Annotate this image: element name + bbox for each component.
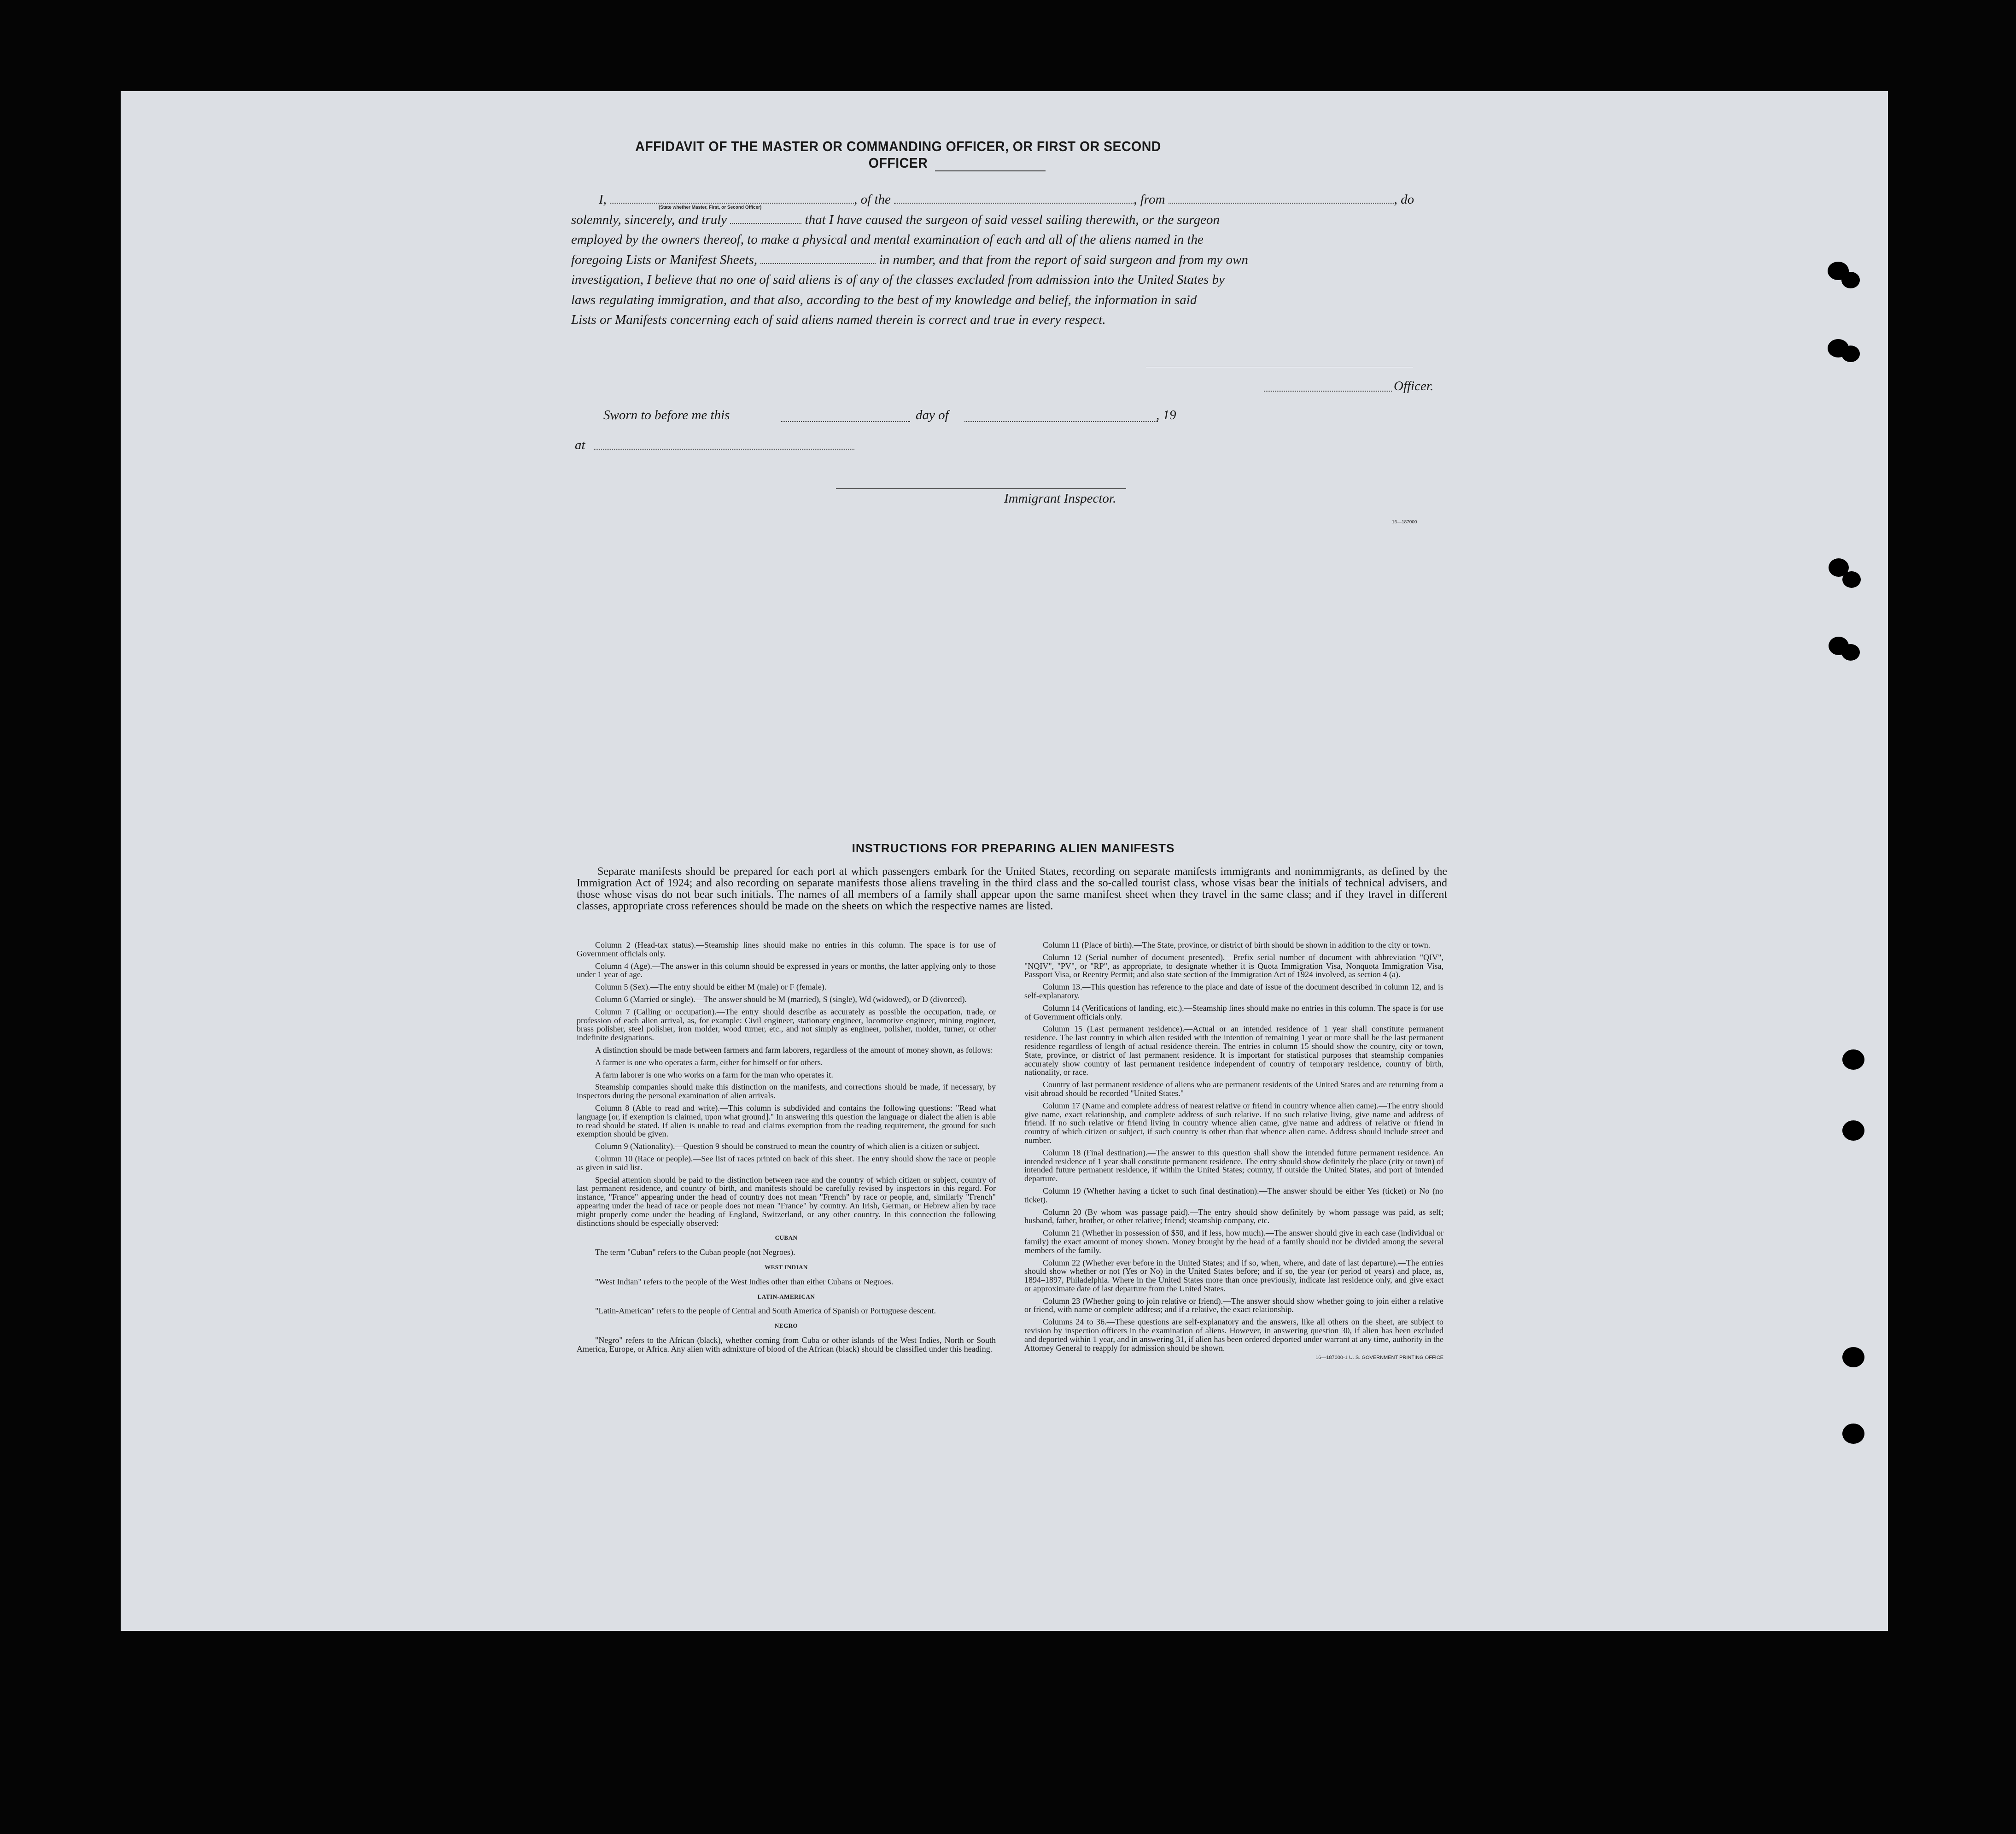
binder-hole [1841, 272, 1860, 288]
latin-american-definition: "Latin-American" refers to the people of Central and South America of Spanish or Portuguese descent. [595, 1306, 936, 1316]
instruction-paragraph: Columns 24 to 36.—These questions are self-explanatory and the answers, like all others on the sheet, are subject to revision by inspection officers in the examination of aliens. However, in answering question 30, if alien has been excluded and deported within 1 year, and in answering 31, if alien has been ordered deported under warrant at any time, authority in the Attorney General to reapply for admission should be shown. [1024, 1317, 1443, 1353]
affidavit-line: that I have caused the surgeon of said vessel sailing therewith, or the surgeon [805, 212, 1220, 227]
printing-office-footer: 16—187000-1 U. S. GOVERNMENT PRINTING OFFICE [1315, 1355, 1443, 1361]
instruction-paragraph: Column 18 (Final destination).—The answer to this question shall show the intended future permanent residence. An intended residence of 1 year shall constitute permanent residence. The entry should show definitely the place (city or town) of intended future permanent residence, if within the United States; country, if outside the United States, and port of intended departure. [1024, 1148, 1443, 1184]
instruction-paragraph: Column 2 (Head-tax status).—Steamship lines should make no entries in this column. The space is for use of Government officials only. [577, 940, 996, 958]
instruction-paragraph: Column 10 (Race or people).—See list of races printed on back of this sheet. The entry should show the race or people as given in said list. [577, 1154, 996, 1172]
binder-hole [1842, 1049, 1864, 1070]
instruction-paragraph: Column 23 (Whether going to join relative or friend).—The answer should show whether going to join either a relative or friend, with name or complete address; and if a relative, the exact relationship. [1024, 1296, 1443, 1314]
instruction-paragraph: A distinction should be made between farmers and farm laborers, regardless of the amount of money shown, as follows: [595, 1045, 993, 1055]
affidavit-line: employed by the owners thereof, to make a physical and mental examination of each and all of the aliens named in the [571, 232, 1204, 247]
instruction-paragraph: Column 17 (Name and complete address of nearest relative or friend in country whence alien came).—The entry should give name, exact relationship, and complete address of such relative. If no such relative living, give name and address of friend. If no such relative or friend living in country whence alien came, give name and address of relative or friend in country of which citizen or subject, if such country is other than that whence alien came. Address should include street and number. [1024, 1101, 1443, 1145]
instruction-paragraph: Column 7 (Calling or occupation).—The entry should describe as accurately as possible the occupation, trade, or profession of each alien arrival, as, for example: Civil engineer, stationary engineer, locomotive engineer, mining engineer, brass polisher, steel polisher, iron molder, wood turner, etc., and not simply as engineer, polisher, molder, turner, or other indefinite designations. [577, 1007, 996, 1043]
year-label: , 19 [1156, 408, 1176, 422]
west-indian-heading: WEST INDIAN [765, 1263, 808, 1271]
instructions-left-column [577, 941, 996, 1354]
latin-american-heading: LATIN-AMERICAN [757, 1293, 815, 1300]
instruction-paragraph: Column 19 (Whether having a ticket to such final destination).—The answer should be either Yes (ticket) or No (no ticket). [1024, 1186, 1443, 1204]
binder-hole [1842, 1120, 1864, 1141]
sworn-month-field[interactable] [964, 421, 1158, 422]
instruction-paragraph: Column 13.—This question has reference to the place and date of issue of the document described in column 12, and is self-explanatory. [1024, 982, 1443, 1000]
day-of-label: day of [916, 408, 949, 422]
affidavit-line: solemnly, sincerely, and truly [571, 212, 727, 227]
number-of-aliens-field[interactable] [760, 254, 876, 264]
instruction-paragraph: Column 5 (Sex).—The entry should be either M (male) or F (female). [595, 982, 827, 992]
officer-signature-field[interactable] [1264, 391, 1392, 392]
form-code: 16—187000 [1392, 520, 1417, 525]
instruction-paragraph: A farm laborer is one who works on a farm for the man who operates it. [595, 1070, 833, 1079]
binder-hole [1842, 1347, 1864, 1367]
affidavit-line: Lists or Manifests concerning each of said aliens named therein is correct and true in every respect. [571, 312, 1106, 327]
affidavit-i: I, [599, 192, 607, 207]
cuban-definition: The term "Cuban" refers to the Cuban people (not Negroes). [595, 1248, 795, 1257]
affidavit-title: AFFIDAVIT OF THE MASTER OR COMMANDING OFFICER, OR FIRST OR SECOND OFFICER [635, 138, 1161, 171]
affidavit-line: in number, and that from the report of said surgeon and from my own [879, 252, 1248, 267]
of-the-label: , of the [854, 192, 891, 207]
inspector-label: Immigrant Inspector. [1004, 491, 1116, 506]
affidavit-line: investigation, I believe that no one of said aliens is of any of the classes excluded from admission into the United States by [571, 272, 1225, 287]
state-officer-note: (State whether Master, First, or Second Officer) [659, 205, 762, 210]
title-rule [935, 170, 1046, 171]
sworn-day-field[interactable] [781, 421, 910, 422]
instruction-paragraph: Column 8 (Able to read and write).—This column is subdivided and contains the following questions: "Read what language [or, if exemption is claimed, upon what ground]." In answering this question the language or dialect the alien is able to read should be stated. If alien is unable to read and claims exemption from the reading requirement, the ground for such exemption should be given. [577, 1103, 996, 1139]
at-label: at [575, 438, 585, 452]
vessel-name-field[interactable] [894, 193, 1134, 204]
instruction-paragraph: Column 12 (Serial number of document presented).—Prefix serial number of document with abbreviation "QIV", "NQIV", "PV", or "RP", as appropriate, to designate whether it is Quota Immigration Visa, Nonquota Immigration Visa, Passport Visa, or Reentry Permit; and also state section of the Immigration Act of 1924 involved, as section 4 (a). [1024, 952, 1443, 979]
instruction-paragraph: Country of last permanent residence of aliens who are permanent residents of the United States and are returning from a visit abroad should be recorded "United States." [1024, 1080, 1443, 1098]
do-label: , do [1394, 192, 1414, 207]
instructions-intro: Separate manifests should be prepared for each port at which passengers embark for the United States, recording on separate manifests immigrants and nonimmigrants, as defined by the Immigration Act of 1924; and also recording on separate manifests those aliens traveling in the third class and the so-called tourist class, whose visas bear the initials of technical advisers, and those whose visas do not bear such initials. The names of all members of a family shall appear upon the same manifest sheet when they travel in the same class; and if they travel in different classes, appropriate cross references should be made on the sheets on which the respective names are listed. [577, 866, 1447, 912]
instructions-title: INSTRUCTIONS FOR PREPARING ALIEN MANIFESTS [852, 841, 1175, 855]
cuban-heading: CUBAN [775, 1234, 798, 1242]
sworn-label: Sworn to before me this [603, 408, 730, 422]
negro-heading: NEGRO [774, 1322, 798, 1330]
from-label: , from [1134, 192, 1165, 207]
instruction-paragraph: Column 11 (Place of birth).—The State, province, or district of birth should be shown in addition to the city or town. [1043, 940, 1431, 949]
instruction-paragraph: Column 15 (Last permanent residence).—Actual or an intended residence of 1 year shall constitute permanent residence. The last country in which alien resided with the intention of remaining 1 year or more shall be the last permanent residence regardless of length of actual residence therein. The entries in column 15 should show the country, city or town, State, province, or district of last permanent residence. It is important for statistical purposes that steamship companies accurately show country of last permanent residence independent of country of temporary residence, country of birth, nationality, or race. [1024, 1024, 1443, 1077]
instruction-paragraph: Column 20 (By whom was passage paid).—The entry should show definitely by whom passage was paid, as self; husband, father, brother, or other relative; friend; steamship company, etc. [1024, 1207, 1443, 1225]
oath-field[interactable] [730, 214, 801, 224]
west-indian-definition: "West Indian" refers to the people of the West Indies other than either Cubans or Negroes. [595, 1277, 894, 1286]
instructions-right-column [1024, 941, 1443, 1362]
officer-label: Officer. [1394, 379, 1434, 393]
instruction-paragraph: Special attention should be paid to the distinction between race and the country of which citizen or subject, country of last permanent residence, and country of birth, and manifests should be carefully revised by inspectors in this regard. For instance, "France" appearing under the head of country does not mean "French" by race or people, and, similarly "French" appearing under the head of race or people does not mean "France" by country. An Irish, German, or Hebrew alien by race might properly come under the heading of England, Switzerland, or any other country. In this connection the following distinctions should be especially observed: [577, 1175, 996, 1228]
affidavit-statement [571, 190, 1446, 330]
sworn-place-field[interactable] [594, 449, 854, 450]
instruction-paragraph: Column 14 (Verifications of landing, etc.).—Steamship lines should make no entries in this column. The space is for use of Government officials only. [1024, 1003, 1443, 1021]
instruction-paragraph: Column 4 (Age).—The answer in this column should be expressed in years or months, the latter applying only to those under 1 year of age. [577, 961, 996, 979]
instruction-paragraph: Column 9 (Nationality).—Question 9 should be construed to mean the country of which alien is a citizen or subject. [595, 1142, 980, 1151]
port-field[interactable] [1169, 193, 1394, 204]
inspector-signature-line[interactable] [836, 488, 1126, 489]
affidavit-line: laws regulating immigration, and that also, according to the best of my knowledge and belief, the information in said [571, 292, 1197, 307]
binder-hole [1842, 571, 1861, 588]
binder-hole [1841, 346, 1860, 362]
instruction-paragraph: A farmer is one who operates a farm, either for himself or for others. [595, 1057, 823, 1067]
instruction-paragraph: Steamship companies should make this distinction on the manifests, and corrections should be made, if necessary, by inspectors during the personal examination of alien arrivals. [577, 1082, 996, 1101]
binder-hole [1841, 644, 1860, 661]
instruction-paragraph: Column 21 (Whether in possession of $50, and if less, how much).—The answer should give in each case (individual or family) the exact amount of money shown. Money brought by the head of a family should not be divided among the several members of the family. [1024, 1228, 1443, 1255]
officer-rank-field[interactable] [610, 193, 854, 204]
binder-hole [1842, 1424, 1864, 1444]
affidavit-line: foregoing Lists or Manifest Sheets, [571, 252, 758, 267]
instruction-paragraph: Column 6 (Married or single).—The answer should be M (married), S (single), Wd (widowed), or D (divorced). [595, 994, 967, 1004]
instruction-paragraph: Column 22 (Whether ever before in the United States; and if so, when, where, and date of last departure).—The entries should show whether or not (Yes or No) in the United States before; and if so, the year (or period of years) and place, as, 1894–1897, Philadelphia. Where in the United States more than once previously, indicate last residence only, and give exact or approximate date of last departure from the United States. [1024, 1258, 1443, 1293]
negro-definition: "Negro" refers to the African (black), whether coming from Cuba or other islands of the West Indies, North or South America, Europe, or Africa. Any alien with admixture of blood of the African (black) should be classified under this heading. [577, 1335, 996, 1354]
